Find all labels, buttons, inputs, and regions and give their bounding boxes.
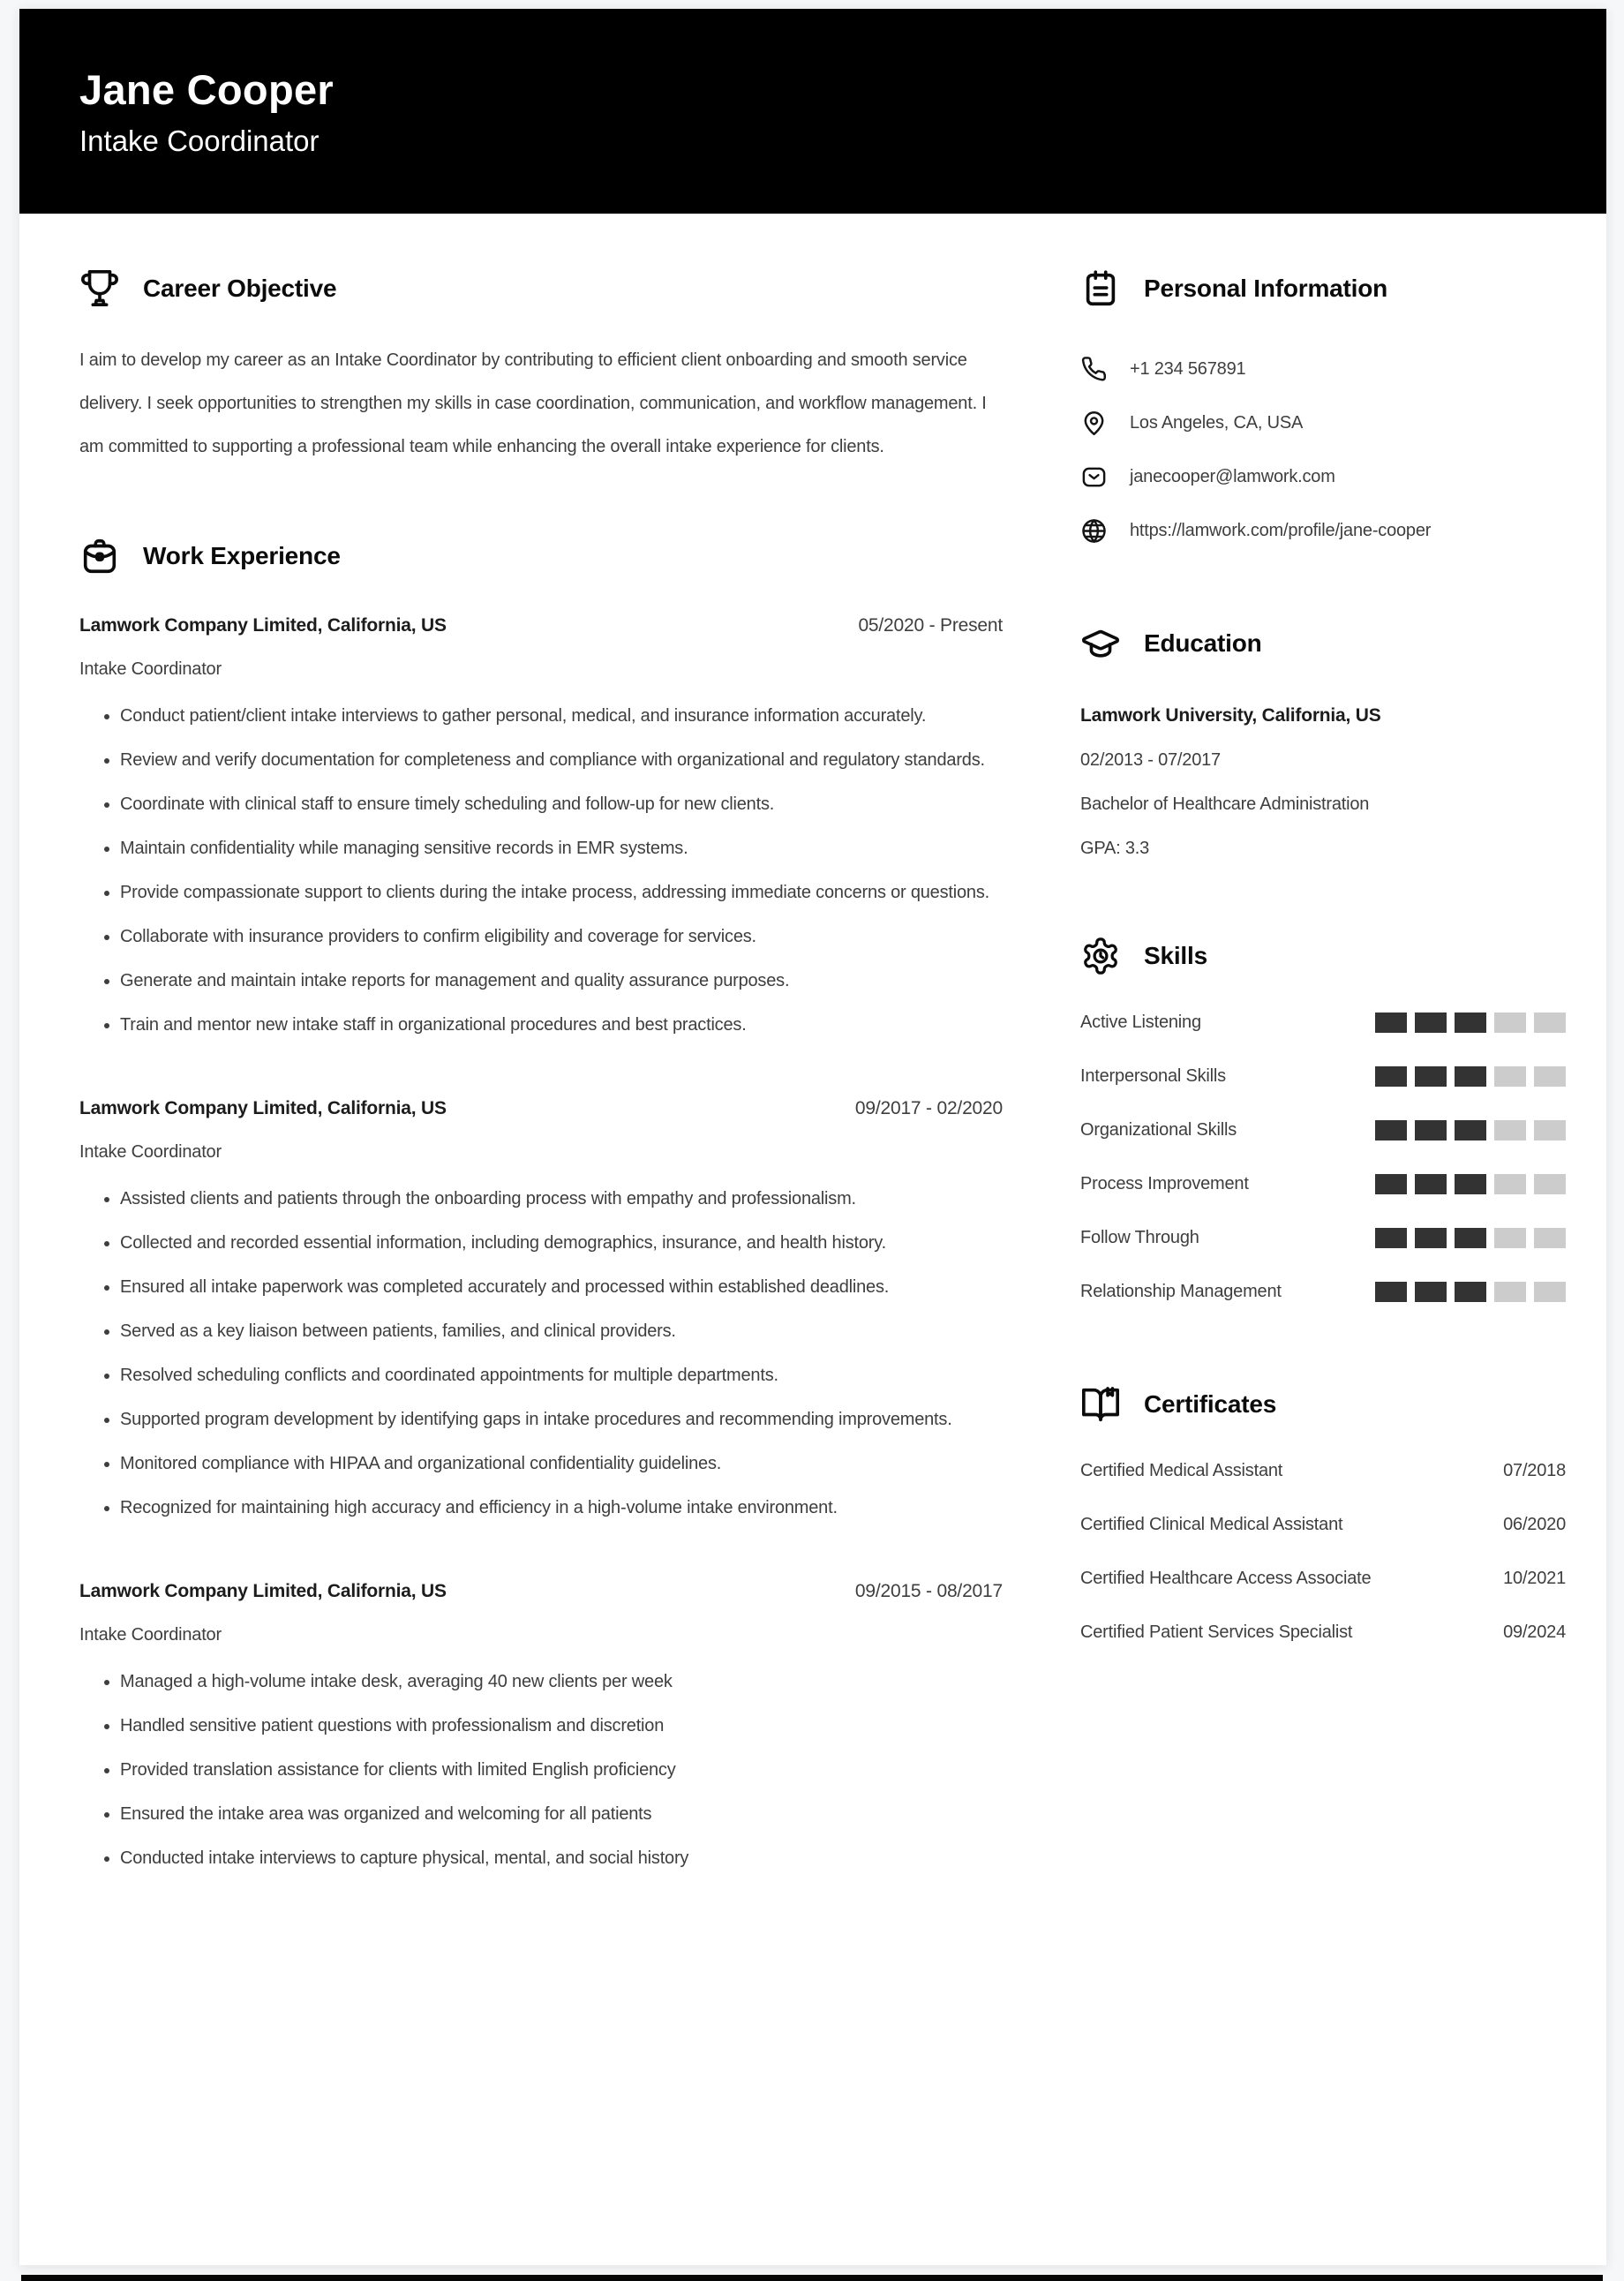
skill-segment-empty	[1534, 1013, 1566, 1033]
left-column	[79, 268, 1003, 1880]
skill-row	[1080, 1103, 1566, 1157]
job-bullet: • Maintain confidentiality while managing sensitive records in EMR systems.	[120, 826, 1003, 870]
section-career-objective	[79, 268, 1003, 469]
certificate-name: Certified Clinical Medical Assistant	[1080, 1515, 1343, 1534]
contact-text: +1 234 567891	[1130, 359, 1246, 379]
section-heading: Career Objective	[143, 275, 337, 302]
job-bullet-list	[79, 1660, 1003, 1880]
contact-text: Los Angeles, CA, USA	[1130, 413, 1304, 433]
person-job-title: Intake Coordinator	[79, 124, 320, 157]
section-heading: Work Experience	[143, 542, 341, 569]
job-bullet: • Coordinate with clinical staff to ensure timely scheduling and follow-up for new clients.	[120, 782, 1003, 826]
job-bullet: • Conducted intake interviews to capture physical, mental, and social history	[120, 1836, 1003, 1880]
contact-text: janecooper@lamwork.com	[1130, 467, 1335, 486]
education-gpa: GPA: 3.3	[1080, 839, 1150, 858]
section-heading: Personal Information	[1144, 275, 1388, 302]
skill-segment-filled	[1455, 1228, 1486, 1248]
skill-rating-bar	[1375, 1120, 1566, 1140]
contact-item	[1080, 450, 1566, 504]
skill-rating-bar	[1375, 1066, 1566, 1087]
certificates-header	[1080, 1384, 1566, 1425]
job-bullet-list	[79, 1177, 1003, 1530]
skill-segment-filled	[1375, 1282, 1407, 1302]
section-skills	[1080, 936, 1566, 1319]
work-experience-header	[79, 536, 1003, 576]
contact-item	[1080, 504, 1566, 558]
skill-segment-filled	[1415, 1174, 1447, 1194]
graduation-cap-icon	[1080, 623, 1121, 664]
job-dates: 09/2015 - 08/2017	[854, 1581, 1003, 1601]
education-degree: Bachelor of Healthcare Administration	[1080, 794, 1370, 814]
personal-information-header	[1080, 268, 1566, 309]
briefcase-icon	[79, 536, 120, 576]
skill-row	[1080, 1050, 1566, 1103]
section-heading: Skills	[1144, 942, 1207, 969]
skill-segment-filled	[1375, 1174, 1407, 1194]
skill-segment-filled	[1375, 1120, 1407, 1140]
job-bullet: • Generate and maintain intake reports for management and quality assurance purposes.	[120, 959, 1003, 1003]
job-company: Lamwork Company Limited, California, US	[79, 1581, 447, 1601]
section-heading: Education	[1144, 629, 1262, 657]
education-dates: 02/2013 - 07/2017	[1080, 750, 1221, 770]
skill-segment-empty	[1534, 1174, 1566, 1194]
skill-segment-empty	[1534, 1282, 1566, 1302]
education-school: Lamwork University, California, US	[1080, 705, 1381, 726]
skill-row	[1080, 1265, 1566, 1319]
skill-segment-filled	[1415, 1013, 1447, 1033]
contact-text: https://lamwork.com/profile/jane-cooper	[1130, 521, 1432, 540]
certificate-date: 07/2018	[1503, 1461, 1566, 1480]
certificate-name: Certified Medical Assistant	[1080, 1461, 1283, 1480]
section-certificates	[1080, 1384, 1566, 1660]
job-company: Lamwork Company Limited, California, US	[79, 1098, 447, 1118]
skill-segment-empty	[1494, 1120, 1526, 1140]
job-bullet: • Handled sensitive patient questions with professionalism and discretion	[120, 1704, 1003, 1748]
open-book-icon	[1080, 1384, 1121, 1425]
skill-segment-empty	[1494, 1066, 1526, 1087]
skill-name: Organizational Skills	[1080, 1120, 1237, 1140]
skills-list	[1080, 996, 1566, 1319]
resume-body	[19, 214, 1606, 1880]
job-entry	[79, 615, 1003, 1047]
job-bullet: • Served as a key liaison between patients, families, and clinical providers.	[120, 1309, 1003, 1353]
right-column	[1080, 268, 1566, 1880]
resume-header	[19, 9, 1606, 214]
section-heading: Certificates	[1144, 1390, 1277, 1418]
section-work-experience	[79, 536, 1003, 1880]
job-role: Intake Coordinator	[79, 1625, 222, 1645]
trophy-icon	[79, 268, 120, 309]
job-company: Lamwork Company Limited, California, US	[79, 615, 447, 636]
certificate-name: Certified Healthcare Access Associate	[1080, 1569, 1372, 1588]
skill-name: Active Listening	[1080, 1013, 1201, 1032]
skill-name: Relationship Management	[1080, 1282, 1282, 1301]
job-bullet: • Collected and recorded essential information, including demographics, insurance, and health history.	[120, 1221, 1003, 1265]
skill-segment-empty	[1534, 1120, 1566, 1140]
skill-segment-filled	[1455, 1282, 1486, 1302]
skill-segment-filled	[1415, 1066, 1447, 1087]
job-bullet: • Recognized for maintaining high accuracy and efficiency in a high-volume intake environment.	[120, 1486, 1003, 1530]
skill-name: Interpersonal Skills	[1080, 1066, 1226, 1086]
job-header-row	[79, 1098, 1003, 1119]
skill-row	[1080, 1211, 1566, 1265]
skill-rating-bar	[1375, 1013, 1566, 1033]
skill-segment-empty	[1494, 1228, 1526, 1248]
certificate-row	[1080, 1552, 1566, 1606]
skill-segment-filled	[1415, 1120, 1447, 1140]
section-personal-information	[1080, 268, 1566, 558]
map-pin-icon	[1080, 410, 1108, 437]
skill-segment-empty	[1494, 1282, 1526, 1302]
certificate-date: 06/2020	[1503, 1515, 1566, 1534]
job-bullet: • Provided translation assistance for clients with limited English proficiency	[120, 1748, 1003, 1792]
job-dates: 05/2020 - Present	[858, 615, 1003, 636]
skill-segment-empty	[1494, 1174, 1526, 1194]
skill-rating-bar	[1375, 1228, 1566, 1248]
skill-name: Process Improvement	[1080, 1174, 1249, 1193]
skill-segment-filled	[1375, 1013, 1407, 1033]
certificate-row	[1080, 1606, 1566, 1660]
skill-row	[1080, 1157, 1566, 1211]
job-entry	[79, 1098, 1003, 1530]
education-header	[1080, 623, 1566, 664]
career-objective-text: I aim to develop my career as an Intake Coordinator by contributing to efficient client onboarding and smooth service delivery. I seek opportunities to strengthen my skills in case coordination, communication, and workflow management. I am committed to supporting a professional team while enhancing the overall intake experience for clients.	[79, 350, 987, 456]
skill-rating-bar	[1375, 1282, 1566, 1302]
job-role: Intake Coordinator	[79, 1142, 222, 1162]
contact-item	[1080, 396, 1566, 450]
job-entry	[79, 1581, 1003, 1880]
mail-icon	[1080, 463, 1108, 491]
job-role: Intake Coordinator	[79, 659, 222, 679]
job-bullet: • Provide compassionate support to clients during the intake process, addressing immediate concerns or questions.	[120, 870, 1003, 915]
certificate-date: 09/2024	[1503, 1622, 1566, 1642]
job-bullet: • Ensured the intake area was organized and welcoming for all patients	[120, 1792, 1003, 1836]
skills-header	[1080, 936, 1566, 976]
skill-name: Follow Through	[1080, 1228, 1199, 1247]
job-dates: 09/2017 - 02/2020	[854, 1098, 1003, 1118]
certificate-list	[1080, 1444, 1566, 1660]
job-bullet: • Conduct patient/client intake interviews to gather personal, medical, and insurance information accurately.	[120, 694, 1003, 738]
certificate-date: 10/2021	[1503, 1569, 1566, 1588]
certificate-row	[1080, 1444, 1566, 1498]
job-bullet: • Monitored compliance with HIPAA and organizational confidentiality guidelines.	[120, 1442, 1003, 1486]
skill-row	[1080, 996, 1566, 1050]
skill-segment-filled	[1415, 1282, 1447, 1302]
job-header-row	[79, 1581, 1003, 1602]
skill-segment-filled	[1415, 1228, 1447, 1248]
next-page-top-edge	[21, 2275, 1603, 2281]
skill-segment-filled	[1375, 1228, 1407, 1248]
job-bullet-list	[79, 694, 1003, 1047]
phone-icon	[1080, 356, 1108, 383]
certificate-name: Certified Patient Services Specialist	[1080, 1622, 1353, 1642]
skill-segment-filled	[1455, 1174, 1486, 1194]
education-entry	[1080, 694, 1566, 870]
resume-page	[19, 9, 1606, 2265]
job-header-row	[79, 615, 1003, 636]
job-bullet: • Ensured all intake paperwork was completed accurately and processed within established deadlines.	[120, 1265, 1003, 1309]
skill-segment-filled	[1455, 1120, 1486, 1140]
contact-item	[1080, 343, 1566, 396]
skill-segment-empty	[1494, 1013, 1526, 1033]
job-bullet: • Collaborate with insurance providers to confirm eligibility and coverage for services.	[120, 915, 1003, 959]
skill-rating-bar	[1375, 1174, 1566, 1194]
skill-segment-filled	[1455, 1013, 1486, 1033]
job-list	[79, 615, 1003, 1880]
person-name: Jane Cooper	[79, 65, 334, 113]
section-education	[1080, 623, 1566, 870]
notepad-icon	[1080, 268, 1121, 309]
globe-icon	[1080, 517, 1108, 545]
job-bullet: • Resolved scheduling conflicts and coordinated appointments for multiple departments.	[120, 1353, 1003, 1397]
career-objective-header	[79, 268, 1003, 309]
gear-clock-icon	[1080, 936, 1121, 976]
skill-segment-empty	[1534, 1228, 1566, 1248]
job-bullet: • Supported program development by identifying gaps in intake procedures and recommending improvements.	[120, 1397, 1003, 1442]
skill-segment-filled	[1375, 1066, 1407, 1087]
skill-segment-empty	[1534, 1066, 1566, 1087]
certificate-row	[1080, 1498, 1566, 1552]
contact-list	[1080, 343, 1566, 558]
job-bullet: • Train and mentor new intake staff in organizational procedures and best practices.	[120, 1003, 1003, 1047]
skill-segment-filled	[1455, 1066, 1486, 1087]
job-bullet: • Assisted clients and patients through the onboarding process with empathy and professionalism.	[120, 1177, 1003, 1221]
job-bullet: • Review and verify documentation for completeness and compliance with organizational and regulatory standards.	[120, 738, 1003, 782]
job-bullet: • Managed a high-volume intake desk, averaging 40 new clients per week	[120, 1660, 1003, 1704]
